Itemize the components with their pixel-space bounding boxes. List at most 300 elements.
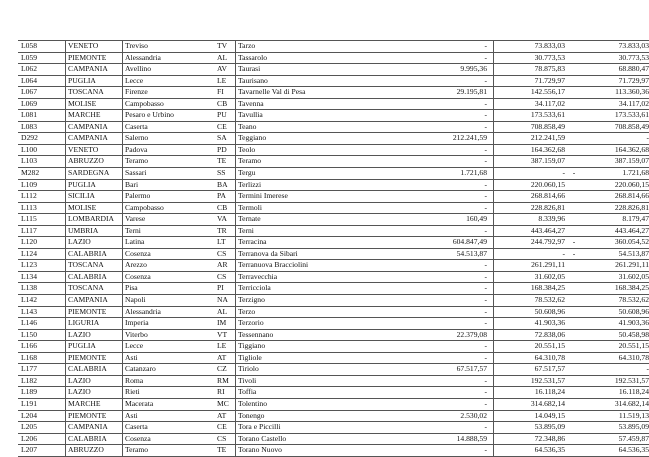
cell-value2: 314.682,14 [530,398,565,408]
cell-code: L146 [18,318,66,330]
cell-value3: 71.729,97 [618,75,649,85]
cell-comune: Tavarnelle Val di Pesa [236,87,353,99]
cell-value2: 268.814,66 [530,191,565,201]
cell-comune: Taurasi [236,64,353,76]
cell-sigla: SA [217,133,227,143]
cell-value3: 11.519,13 [618,410,649,420]
cell-region: TOSCANA [66,283,123,295]
cell-value1: - [352,41,494,53]
cell-value3: 168.384,25 [614,283,649,293]
cell-value1: - [352,445,494,457]
cell-province: Cosenza [125,248,151,258]
cell-province: Alessandria [125,52,161,62]
cell-comune: Tolentino [236,398,353,410]
cell-code: L069 [18,98,66,110]
cell-code: L204 [18,410,66,422]
cell-code: L100 [18,144,66,156]
cell-province: Palermo [125,191,151,201]
cell-sigla: CE [217,121,227,131]
table-row [18,191,649,203]
cell-sigla: AR [217,260,228,270]
cell-province: Teramo [125,156,149,166]
cell-value1: - [352,110,494,122]
cell-comune: Tavenna [236,98,353,110]
cell-value3: - [646,133,649,143]
cell-region: UMBRIA [66,225,123,237]
cell-code: L191 [18,398,66,410]
table-row [18,271,649,283]
cell-flag [569,422,579,434]
cell-code: L112 [18,191,66,203]
table-row [18,237,649,249]
cell-comune: Teano [236,121,353,133]
cell-region: ABRUZZO [66,445,123,457]
cell-region: CAMPANIA [66,295,123,307]
cell-value3: 360.054,52 [614,237,649,247]
cell-sigla: VT [217,329,228,339]
cell-value3: 68.880,47 [618,64,649,74]
cell-region: PIEMONTE [66,52,123,64]
comuni-table [18,40,649,457]
cell-value3: 50.608,96 [618,306,649,316]
table-row [18,110,649,122]
cell-value1: - [352,306,494,318]
cell-code: L124 [18,248,66,260]
cell-province: Caserta [125,422,148,432]
cell-flag [569,52,579,64]
cell-province: Catanzaro [125,364,156,374]
cell-flag [569,110,579,122]
cell-sigla: CS [217,433,227,443]
table-row [18,52,649,64]
cell-region: CAMPANIA [66,422,123,434]
cell-flag [569,214,579,226]
cell-flag [569,121,579,133]
cell-value2: 41.903,36 [534,318,565,328]
cell-value3: 54.513,87 [618,248,649,258]
table-row [18,306,649,318]
cell-value2: 192.531,57 [530,375,565,385]
cell-comune: Toffia [236,387,353,399]
cell-region: TOSCANA [66,87,123,99]
cell-value3: 261.291,11 [615,260,649,270]
cell-comune: Tiggiano [236,341,353,353]
cell-value2: 212.241,59 [530,133,565,143]
cell-code: L168 [18,352,66,364]
cell-flag [569,398,579,410]
cell-province: Salerno [125,133,149,143]
cell-code: L189 [18,387,66,399]
cell-province: Bari [125,179,139,189]
cell-sigla: PD [217,144,227,154]
cell-value2: 67.517,57 [534,364,565,374]
cell-province: Asti [125,352,138,362]
cell-value1: - [352,144,494,156]
cell-value3: 31.602,05 [618,271,649,281]
cell-region: LAZIO [66,329,123,341]
cell-value3: 78.532,62 [618,295,649,305]
cell-value3: 173.533,61 [614,110,649,120]
cell-province: Pesaro e Urbino [125,110,174,120]
cell-value1: - [352,179,494,191]
cell-province: Rieti [125,387,140,397]
cell-comune: Torano Nuovo [236,445,353,457]
cell-region: MOLISE [66,98,123,110]
cell-value1: - [352,156,494,168]
cell-value3: 16.118,24 [618,387,649,397]
cell-sigla: IM [217,318,227,328]
cell-value1: 22.379,08 [352,329,494,341]
cell-flag [569,133,579,145]
table-row [18,168,649,180]
cell-flag [569,64,579,76]
cell-sigla: TE [217,156,227,166]
cell-sigla: LE [217,341,227,351]
cell-value1: - [352,271,494,283]
cell-value2: 14.049,15 [534,410,565,420]
cell-region: CAMPANIA [66,133,123,145]
cell-value2: 20.551,15 [534,341,565,351]
cell-sigla: SS [217,168,226,178]
cell-value1: - [352,260,494,272]
cell-flag [569,156,579,168]
cell-sigla: CB [217,98,228,108]
cell-region: CALABRIA [66,433,123,445]
cell-code: L138 [18,283,66,295]
cell-value1: 67.517,57 [352,364,494,376]
cell-value2: 8.339,96 [538,214,565,224]
cell-value3: 314.682,14 [614,398,649,408]
table-row [18,41,649,53]
cell-sigla: PI [217,283,224,293]
cell-value1: 9.995,36 [352,64,494,76]
table-row [18,144,649,156]
cell-value3: - [646,364,649,374]
cell-region: VENETO [66,144,123,156]
table-row [18,433,649,445]
cell-value1: - [352,398,494,410]
table-row [18,295,649,307]
cell-value3: 41.903,36 [618,318,649,328]
table-row [18,318,649,330]
cell-code: L113 [18,202,66,214]
cell-sigla: CS [217,271,227,281]
cell-comune: Tigliole [236,352,353,364]
cell-value3: 387.159,07 [614,156,649,166]
cell-value1: 54.513,87 [352,248,494,260]
cell-value3: 228.826,81 [614,202,649,212]
cell-value3: 164.362,68 [614,144,649,154]
cell-sigla: RM [217,375,229,385]
table-row [18,202,649,214]
cell-flag [569,98,579,110]
cell-code: L150 [18,329,66,341]
cell-code: D292 [18,133,66,145]
cell-code: L064 [18,75,66,87]
cell-value2: 220.060,15 [530,179,565,189]
cell-region: TOSCANA [66,260,123,272]
cell-comune: Terricciola [236,283,353,295]
cell-value1: - [352,295,494,307]
cell-value2: - [562,248,565,258]
cell-value2: 72.348,86 [534,433,565,443]
table-row [18,121,649,133]
cell-region: CAMPANIA [66,64,123,76]
cell-comune: Tora e Piccilli [236,422,353,434]
cell-comune: Tavullia [236,110,353,122]
cell-sigla: MC [217,398,229,408]
cell-region: LAZIO [66,237,123,249]
cell-value1: - [352,202,494,214]
cell-code: L142 [18,295,66,307]
cell-province: Caserta [125,121,148,131]
cell-province: Napoli [125,295,146,305]
cell-flag: - [572,248,576,258]
table-row [18,260,649,272]
table-row [18,329,649,341]
cell-flag: - [572,168,576,178]
cell-value3: 113.360,36 [615,87,649,97]
cell-sigla: LT [217,237,226,247]
table-row [18,445,649,457]
cell-flag [569,295,579,307]
cell-value3: 20.551,15 [618,341,649,351]
cell-sigla: CB [217,202,228,212]
table-row [18,398,649,410]
cell-code: L117 [18,225,66,237]
cell-region: LAZIO [66,375,123,387]
cell-value2: 72.838,06 [534,329,565,339]
cell-value3: 50.458,98 [618,329,649,339]
cell-flag [569,410,579,422]
cell-value2: 64.310,78 [534,352,565,362]
cell-sigla: LE [217,75,227,85]
cell-code: L067 [18,87,66,99]
cell-code: L058 [18,41,66,53]
cell-comune: Terravecchia [236,271,353,283]
cell-comune: Tergu [236,168,353,180]
cell-value2: 78.532,62 [534,295,565,305]
cell-region: SARDEGNA [66,168,123,180]
cell-value2: 387.159,07 [530,156,565,166]
cell-code: L083 [18,121,66,133]
cell-value1: - [352,98,494,110]
cell-sigla: CS [217,248,227,258]
cell-comune: Tassarolo [236,52,353,64]
cell-value3: 57.459,87 [618,433,649,443]
cell-code: L123 [18,260,66,272]
table-row [18,179,649,191]
cell-value2: 228.826,81 [530,202,565,212]
cell-province: Varese [125,214,146,224]
cell-comune: Terranova da Sibari [236,248,353,260]
cell-region: CALABRIA [66,248,123,260]
cell-region: VENETO [66,41,123,53]
cell-province: Treviso [125,41,148,50]
cell-value3: 53.895,09 [618,422,649,432]
cell-value2: 34.117,02 [534,98,565,108]
cell-value2: 30.773,53 [534,52,565,62]
cell-comune: Torano Castello [236,433,353,445]
cell-value2: 53.895,09 [534,422,565,432]
cell-sigla: VA [217,214,227,224]
cell-comune: Tessennano [236,329,353,341]
cell-comune: Terracina [236,237,353,249]
cell-code: L207 [18,445,66,457]
cell-sigla: PA [217,191,227,201]
cell-sigla: TV [217,41,228,50]
table-row [18,422,649,434]
cell-flag [569,179,579,191]
cell-sigla: TE [217,445,227,455]
cell-sigla: AT [217,410,227,420]
cell-sigla: AL [217,52,228,62]
cell-value3: 708.858,49 [614,121,649,131]
cell-region: PIEMONTE [66,306,123,318]
cell-flag [569,283,579,295]
cell-flag [569,329,579,341]
table-row [18,341,649,353]
cell-flag [569,375,579,387]
table-row [18,352,649,364]
cell-region: CALABRIA [66,271,123,283]
cell-value2: 64.536,35 [534,445,565,455]
table-row [18,214,649,226]
cell-value3: 34.117,02 [618,98,649,108]
cell-comune: Terzorio [236,318,353,330]
cell-value2: 244.792,97 [530,237,565,247]
data-table-sheet [18,40,649,457]
cell-sigla: AL [217,306,228,316]
cell-comune: Teramo [236,156,353,168]
cell-comune: Taurisano [236,75,353,87]
cell-value1: - [352,283,494,295]
cell-province: Imperia [125,318,149,328]
cell-flag [569,364,579,376]
cell-sigla: RI [217,387,225,397]
cell-province: Teramo [125,445,149,455]
cell-flag [569,318,579,330]
cell-flag [569,41,579,53]
cell-region: MOLISE [66,202,123,214]
cell-code: L143 [18,306,66,318]
cell-value1: - [352,318,494,330]
cell-province: Roma [125,375,144,385]
cell-value3: 268.814,66 [614,191,649,201]
table-body [18,41,649,457]
cell-value2: 164.362,68 [530,144,565,154]
cell-region: MARCHE [66,110,123,122]
table-row [18,410,649,422]
cell-value2: 173.533,61 [530,110,565,120]
cell-region: CAMPANIA [66,121,123,133]
cell-value1: 1.721,68 [352,168,494,180]
cell-comune: Tivoli [236,375,353,387]
cell-value1: - [352,52,494,64]
cell-comune: Ternate [236,214,353,226]
cell-province: Latina [125,237,145,247]
cell-flag [569,87,579,99]
cell-code: L103 [18,156,66,168]
cell-value3: 73.833,03 [618,41,649,50]
cell-flag [569,387,579,399]
cell-province: Sassari [125,168,147,178]
cell-flag [569,306,579,318]
cell-value3: 443.464,27 [614,225,649,235]
cell-value1: 604.847,49 [352,237,494,249]
cell-region: PIEMONTE [66,352,123,364]
table-row [18,64,649,76]
cell-value1: 212.241,59 [352,133,494,145]
cell-value3: 192.531,57 [614,375,649,385]
cell-province: Macerata [125,398,154,408]
cell-sigla: CE [217,422,227,432]
cell-province: Firenze [125,87,148,97]
cell-code: L206 [18,433,66,445]
cell-value1: 29.195,81 [352,87,494,99]
table-row [18,87,649,99]
cell-flag [569,225,579,237]
cell-value2: 16.118,24 [534,387,565,397]
cell-code: L182 [18,375,66,387]
table-row [18,75,649,87]
cell-region: LAZIO [66,387,123,399]
cell-sigla: FI [217,87,224,97]
cell-value2: 168.384,25 [530,283,565,293]
cell-sigla: AV [217,64,227,74]
table-row [18,387,649,399]
table-row [18,283,649,295]
cell-value1: - [352,352,494,364]
cell-value2: - [562,168,565,178]
cell-code: L062 [18,64,66,76]
cell-code: L081 [18,110,66,122]
cell-sigla: CZ [217,364,227,374]
cell-value1: - [352,225,494,237]
cell-region: LOMBARDIA [66,214,123,226]
cell-flag [569,341,579,353]
cell-comune: Terlizzi [236,179,353,191]
cell-value2: 31.602,05 [534,271,565,281]
cell-comune: Termini Imerese [236,191,353,203]
table-row [18,248,649,260]
cell-value1: 160,49 [352,214,494,226]
cell-comune: Teggiano [236,133,353,145]
cell-comune: Teolo [236,144,353,156]
cell-comune: Termoli [236,202,353,214]
cell-province: Arezzo [125,260,147,270]
cell-province: Campobasso [125,202,164,212]
table-row [18,364,649,376]
cell-value1: - [352,121,494,133]
cell-value1: - [352,75,494,87]
cell-code: L166 [18,341,66,353]
cell-value2: 71.729,97 [534,75,565,85]
cell-value2: 50.608,96 [534,306,565,316]
cell-code: L177 [18,364,66,376]
cell-flag [569,445,579,457]
cell-flag: - [572,237,576,247]
cell-flag [569,202,579,214]
cell-comune: Terzigno [236,295,353,307]
cell-value1: - [352,375,494,387]
cell-comune: Terni [236,225,353,237]
cell-value1: - [352,341,494,353]
cell-comune: Tarzo [236,41,353,53]
cell-flag [569,433,579,445]
cell-region: PUGLIA [66,341,123,353]
cell-region: LIGURIA [66,318,123,330]
